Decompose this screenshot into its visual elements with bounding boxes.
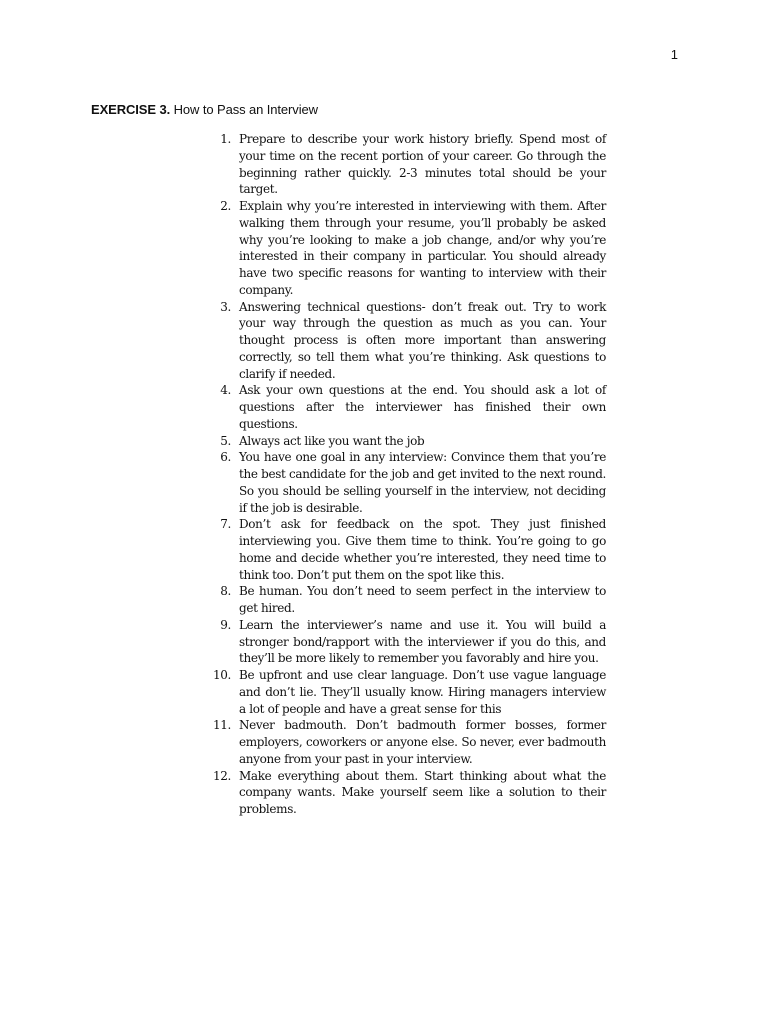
page-number: 1 [670, 47, 678, 62]
item-number: 7. [220, 517, 231, 532]
list-item [207, 617, 606, 667]
item-text: Learn the interviewer’s name and use it. You will build a stronger bond/rapport with the interviewer if you do this, and they’ll be more likely to remember you favorably and hire you. [239, 617, 606, 666]
list-item [207, 516, 606, 583]
list-item [207, 449, 606, 516]
item-text: Always act like you want the job [239, 433, 425, 448]
list-item [207, 299, 606, 383]
item-text: Never badmouth. Don’t badmouth former bosses, former employers, coworkers or anyone else. So never, ever badmouth anyone from your past in your interview. [239, 718, 606, 766]
page-title [91, 102, 318, 117]
item-text: You have one goal in any interview: Convince them that you’re the best candidate for the job and get invited to the next round. So you should be selling yourself in the interview, not deciding if the job is desirable. [239, 450, 606, 515]
item-text: Prepare to describe your work history briefly. Spend most of your time on the recent portion of your career. Go through the beginning rather quickly. 2-3 minutes total should be your target. [239, 132, 606, 197]
item-number: 2. [220, 199, 231, 213]
list-item [207, 583, 606, 617]
item-number: 3. [220, 299, 231, 314]
item-number: 9. [220, 617, 231, 632]
list-item [207, 717, 606, 767]
item-text: Answering technical questions- don’t freak out. Try to work your way through the question as much as you can. Your thought process is often more important than answering correctly, so tell them what you’re thinking. Ask questions to clarify if needed. [239, 299, 606, 381]
item-number: 11. [212, 718, 231, 733]
item-number: 4. [220, 383, 231, 398]
list-item [207, 198, 606, 299]
item-number: 8. [220, 584, 231, 599]
item-text: Be human. You don’t need to seem perfect in the interview to get hired. [239, 584, 606, 615]
item-number: 10. [212, 668, 231, 682]
item-text: Ask your own questions at the end. You should ask a lot of questions after the interviewer has finished their own questions. [239, 383, 606, 431]
item-text: Be upfront and use clear language. Don’t use vague language and don’t lie. They’ll usually know. Hiring managers interview a lot of people and have a great sense for this [239, 668, 606, 716]
item-text: Don’t ask for feedback on the spot. They just finished interviewing you. Give them time to think. You’re going to go home and decide whether you’re interested, they need time to think too. Don’t put them on the spot like this. [239, 517, 606, 582]
list-item [207, 667, 606, 717]
list-item [207, 131, 606, 198]
interview-tips-list [207, 131, 606, 818]
item-text: Explain why you’re interested in interviewing with them. After walking them through your resume, you’ll probably be asked why you’re looking to make a job change, and/or why you’re interested in their company in particular. You should already have two specific reasons for wanting to interview with their company. [239, 199, 606, 297]
item-text: Make everything about them. Start thinking about what the company wants. Make yourself seem like a solution to their problems. [239, 768, 606, 816]
list-item [207, 768, 606, 818]
item-number: 12. [212, 768, 231, 783]
list-item [207, 433, 606, 450]
item-number: 6. [220, 450, 231, 465]
item-number: 1. [220, 132, 231, 146]
item-number: 5. [220, 433, 231, 448]
list-item [207, 382, 606, 432]
title-text: How to Pass an Interview [170, 102, 318, 117]
exercise-label: EXERCISE 3. [91, 102, 171, 117]
